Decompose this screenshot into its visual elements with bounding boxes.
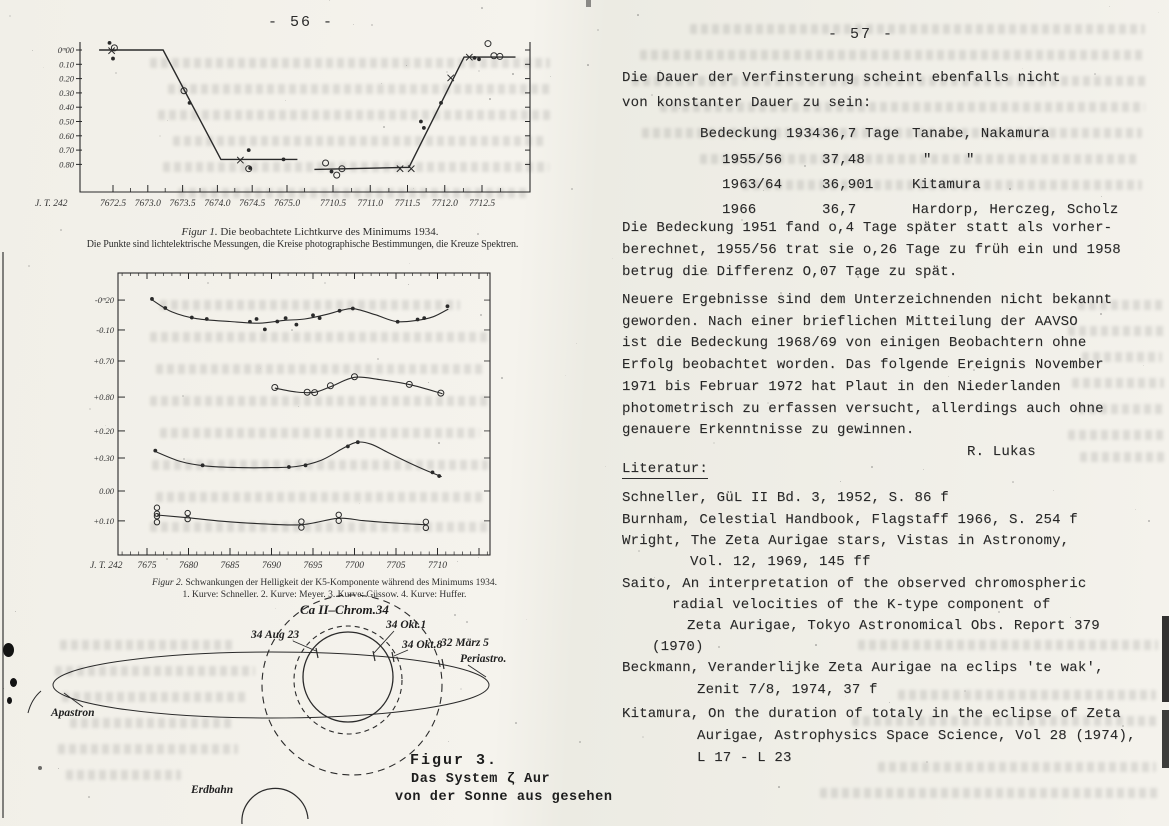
text-line: genauere Erkenntnisse zu gewinnen.	[622, 422, 915, 439]
svg-text:34 Okt.1: 34 Okt.1	[386, 619, 427, 631]
svg-text:0.60: 0.60	[59, 130, 74, 141]
svg-text:7674.5: 7674.5	[239, 199, 266, 209]
scan-edge-mark	[1162, 616, 1169, 702]
svg-text:+0.80: +0.80	[93, 392, 114, 403]
svg-text:7700: 7700	[345, 561, 364, 571]
text-line: von konstanter Dauer zu sein:	[622, 95, 872, 111]
text-line: Bedeckung 1934	[700, 126, 821, 142]
text-line: 36,901	[822, 177, 874, 193]
text-line: berechnet, 1955/56 trat sie o,26 Tage zu früh ein und 1958	[622, 242, 1121, 258]
text-line: 37,48	[822, 152, 866, 168]
ink-speck	[38, 766, 42, 770]
svg-text:+0.20: +0.20	[93, 425, 114, 436]
text-line: Erfolg beobachtet worden. Das folgende Ereignis November	[622, 357, 1104, 374]
text-line: Neuere Ergebnisse sind dem Unterzeichnenden nicht bekannt	[622, 292, 1113, 308]
scan-speck	[9, 15, 11, 17]
text-line: (1970)	[652, 639, 704, 655]
svg-text:Apastron: Apastron	[51, 707, 95, 719]
figure-3-caption-line3: von der Sonne aus gesehen	[395, 790, 613, 805]
svg-text:7712.0: 7712.0	[431, 199, 458, 209]
svg-text:+0.10: +0.10	[93, 515, 114, 526]
svg-text:0.70: 0.70	[59, 145, 74, 156]
figure-1-subcaption: Die Punkte sind lichtelektrische Messungen, die Kreise photographische Bestimmungen, die Kreuze Spektren.	[86, 239, 519, 250]
svg-text:0.80: 0.80	[59, 159, 74, 170]
figure-1-caption	[50, 226, 570, 238]
text-line: 1963/64	[722, 177, 783, 193]
figure-3-caption-line2: Das System ζ Aur	[411, 772, 551, 787]
text-line: photometrisch zu erfassen versucht, allerdings auch ohne	[622, 400, 1104, 417]
signature: R. Lukas	[967, 444, 1036, 460]
figure-1-caption-label: Figur 1.	[181, 226, 218, 238]
svg-text:7673.5: 7673.5	[169, 199, 196, 209]
text-line: Schneller, GüL II Bd. 3, 1952, S. 86 f	[622, 490, 949, 506]
text-line: L 17 - L 23	[697, 750, 792, 766]
text-line: Hardorp, Herczeg, Scholz	[912, 202, 1119, 218]
svg-text:+0.30: +0.30	[93, 452, 114, 463]
text-line: Wright, The Zeta Aurigae stars, Vistas in Astronomy,	[622, 533, 1070, 549]
svg-text:-0.10: -0.10	[96, 324, 114, 335]
figure-1-light-curve	[30, 22, 570, 220]
svg-text:7672.5: 7672.5	[99, 199, 127, 209]
text-line: Zenit 7/8, 1974, 37 f	[697, 682, 878, 698]
text-line: 36,7	[822, 202, 857, 218]
text-line: radial velocities of the K-type component of	[672, 597, 1051, 613]
scan-speck	[571, 188, 573, 190]
scan-edge-line	[2, 252, 4, 818]
text-line: Saito, An interpretation of the observed chromospheric	[622, 576, 1087, 592]
svg-text:7705: 7705	[386, 561, 406, 571]
text-line: Beckmann, Veranderlijke Zeta Aurigae na eclips 'te wak',	[622, 660, 1104, 676]
svg-text:7711.0: 7711.0	[357, 199, 383, 209]
svg-text:7710.5: 7710.5	[319, 199, 347, 209]
figure-2-legend: 1. Kurve: Schneller. 2. Kurve: Meyer. 3. Kurve: Güssow. 4. Kurve: Huffer.	[182, 590, 467, 600]
text-line: Burnham, Celestial Handbook, Flagstaff 1966, S. 254 f	[622, 512, 1078, 528]
text-line: Vol. 12, 1969, 145 ff	[690, 554, 871, 570]
page-number-right: - 57 -	[828, 26, 895, 43]
svg-text:0ᵐ00: 0ᵐ00	[57, 45, 74, 55]
figure-2-caption	[72, 578, 577, 588]
svg-text:7680: 7680	[179, 561, 198, 571]
figure-2-caption-label: Figur 2.	[151, 578, 184, 588]
figure-2-caption-text: Schwankungen der Helligkeit der K5-Komponente während des Minimums 1934.	[183, 578, 498, 588]
ink-blob	[7, 697, 12, 704]
svg-text:7674.0: 7674.0	[204, 199, 231, 209]
text-line: " "	[923, 152, 975, 168]
text-line: 1971 bis Februar 1972 hat Plaut in den Niederlanden	[622, 378, 1061, 395]
svg-text:Periastro.: Periastro.	[460, 653, 507, 665]
text-line: Zeta Aurigae, Tokyo Astronomical Obs. Report 379	[687, 618, 1100, 634]
svg-text:0.00: 0.00	[99, 485, 114, 496]
svg-text:7710: 7710	[428, 561, 447, 571]
scan-edge-notch	[586, 0, 591, 7]
text-line: Die Dauer der Verfinsterung scheint ebenfalls nicht	[622, 70, 1061, 86]
svg-text:0.50: 0.50	[59, 116, 74, 127]
text-line: geworden. Nach einer brieflichen Mitteilung der AAVSO	[622, 313, 1078, 330]
svg-text:7675.0: 7675.0	[273, 199, 301, 209]
svg-text:J. T. 242: J. T. 242	[90, 561, 123, 571]
text-line: ist die Bedeckung 1968/69 von einigen Beobachtern ohne	[622, 335, 1087, 352]
svg-text:0.20: 0.20	[59, 73, 74, 84]
svg-text:7695: 7695	[303, 561, 323, 571]
literature-heading: Literatur:	[622, 461, 709, 477]
text-line: Tanabe, Nakamura	[912, 126, 1050, 142]
svg-text:7712.5: 7712.5	[468, 199, 496, 209]
text-line: Kitamura, On the duration of totaly in the eclipse of Zeta	[622, 706, 1121, 722]
figure-1-caption-text: Die beobachtete Lichtkurve des Minimums 1934.	[217, 226, 439, 238]
text-line: 1966	[722, 202, 757, 218]
svg-text:0.10: 0.10	[59, 59, 74, 70]
svg-text:34 Aug 23: 34 Aug 23	[251, 629, 300, 641]
svg-text:34 Okt.8: 34 Okt.8	[402, 639, 443, 651]
ink-blob	[3, 643, 14, 657]
scan-edge-mark	[1162, 710, 1169, 768]
svg-text:32 März 5: 32 März 5	[441, 637, 489, 649]
text-line: 36,7 Tage	[822, 126, 900, 142]
page-number-left: - 56 -	[268, 14, 335, 31]
text-line: Kitamura	[912, 177, 981, 193]
svg-text:7685: 7685	[220, 561, 240, 571]
svg-text:Ca II–Chrom.34: Ca II–Chrom.34	[300, 602, 389, 617]
scan-speck	[481, 7, 483, 9]
svg-text:-0ᵐ20: -0ᵐ20	[94, 295, 114, 306]
svg-text:+0.70: +0.70	[93, 355, 114, 366]
svg-text:7711.5: 7711.5	[394, 199, 421, 209]
svg-text:0.40: 0.40	[59, 102, 74, 113]
scan-speck	[28, 265, 30, 267]
svg-text:J. T. 242: J. T. 242	[35, 199, 68, 209]
figure-3-caption-line1: Figur 3.	[410, 752, 499, 769]
svg-text:0.30: 0.30	[59, 87, 74, 98]
text-line: betrug die Differenz O,07 Tage zu spät.	[622, 264, 958, 280]
ink-blob	[10, 678, 17, 687]
svg-text:Erdbahn: Erdbahn	[191, 784, 234, 796]
text-line: Die Bedeckung 1951 fand o,4 Tage später statt als vorher-	[622, 220, 1113, 236]
svg-text:7675: 7675	[137, 561, 157, 571]
text-line: 1955/56	[722, 152, 783, 168]
svg-text:7673.0: 7673.0	[134, 199, 161, 209]
scan-speck	[329, 0, 330, 1]
text-line: Aurigae, Astrophysics Space Science, Vol 28 (1974),	[697, 728, 1136, 744]
figure-2-k5-variation-chart	[72, 262, 577, 577]
svg-text:7690: 7690	[262, 561, 281, 571]
page-57	[585, 0, 1169, 826]
